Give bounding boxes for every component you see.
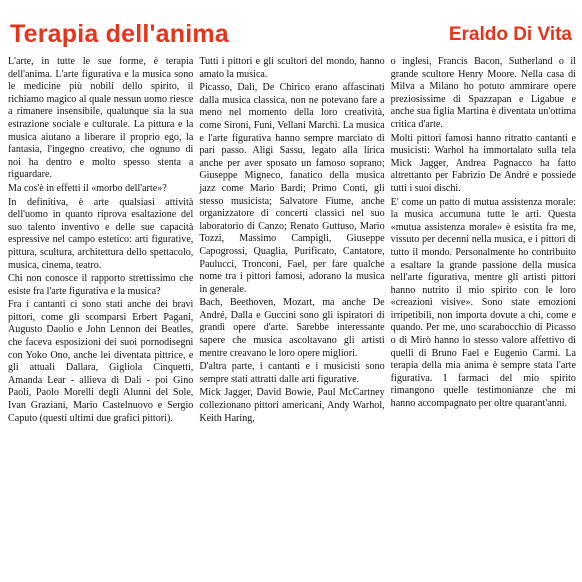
column-2 [199, 56, 384, 578]
paragraph: o inglesi, Francis Bacon, Sutherland o il grande scultore Henry Moore. Nella casa di Milva a Milano ho potuto ammirare opere preziosissime di Spazzapan e Ligabue e anche sua figlia Martina è diventata un'ottima critica d'arte. [390, 56, 576, 130]
article-header [0, 0, 582, 52]
paragraph: Chi non conosce il rapporto strettissimo che esiste fra l'arte figurativa e la musica? [8, 273, 194, 297]
paragraph: Mick Jagger, David Bowie, Paul McCartney collezionano pittori americani, Andy Warhol, Keith Haring, [199, 387, 385, 424]
article-body [8, 56, 576, 578]
column-1 [8, 56, 193, 578]
paragraph: Picasso, Dalì, De Chirico erano affascinati dalla musica classica, non ne potevano fare a meno nel momento della loro creatività, come Sironi, Funi, Vellani Marchi. La musica e l'arte figurativa hanno sempre marciato di pari passo. Aligi Sassu, legato alla lirica anche per aver sposato un famoso soprano; Giuseppe Migneco, fanatico della musica jazz come Mario Bardi; Primo Conti, gli stesso musicista; Salvatore Fiume, anche organizzatore di concerti classici nel suo laboratorio di Canzo; Renato Guttuso, Mario Tozzi, Massimo Campigli, Giuseppe Capogrossi, Quaglia, Purificato, Cantatore, Paulucci, Tronconi, Fael, per fare qualche nome tra i pittori famosi, adorano la musica in generale. [199, 82, 385, 295]
paragraph: Fra i cantanti ci sono stati anche dei bravi pittori, come gli scomparsi Erbert Pagani, Augusto Daolio e John Lennon dei Beatles, che faceva esposizioni dei suoi pornodisegni con Yoko Ono, anche lei diventata pittrice, e gli attuali Dallara, Gigliola Cinquetti, Amanda Lear - allieva di Dalì - poi Gino Paoli, Paolo Morelli degli Alunni del Sole, Ivan Graziani, Mario Castelnuovo e Sergio Caputo (questi ultimi due grafici pittori). [8, 299, 194, 424]
paragraph: Tutti i pittori e gli scultori del mondo, hanno amato la musica. [199, 56, 385, 80]
paragraph: In definitiva, è arte qualsiasi attività dell'uomo in quanto riprova esaltazione del suo talento inventivo e delle sue capacità espressive nel campo estetico: arti figurative, pittura, scultura, architettura dello spettacolo, musica, cinema, teatro. [8, 196, 194, 271]
paragraph: Ma cos'è in effetti il «morbo dell'arte»? [8, 182, 167, 194]
paragraph: E' come un patto di mutua assistenza morale: la musica accumuna tutte le arti. Questa «mutua assistenza morale» è esistita fra me, vissuto per decenni nella musica, e i pittori di tutto il mondo. Personalmente ho contribuito a esaltare la grande passione della musica nell'arte figurativa, mentre gli artisti pittori hanno nutrito il mio spirito con le loro «creazioni visive». Sono state emozioni irripetibili, non importa dovute a chi, come e quando. Per me, uno scarabocchio di Picasso o di Mirò hanno lo stesso valore affettivo di quelli di Bruno Fael e Eugenio Carmi. La terapia della mia anima è sempre stata l'arte figurativa. I farmaci del mio spirito rimangono quelle testimonianze che mi hanno accompagnato per oltre quarant'anni. [390, 196, 576, 410]
paragraph: Molti pittori famosi hanno ritratto cantanti e musicisti: Warhol ha immortalato sulla tela Mick Jagger, Andrea Pagnacco ha fatto altrettanto per Fabrizio De André e possiede tutti i suoi dischi. [390, 132, 576, 194]
paragraph: Bach, Beethoven, Mozart, ma anche De André, Dalla e Guccini sono gli ispiratori di grandi opere d'arte. Sarebbe interessante sapere che musica ascoltavano gli artisti mentre creavano le loro opere migliori. [199, 297, 385, 359]
article-author: Eraldo Di Vita [448, 24, 572, 45]
article-title: Terapia dell'anima [10, 20, 229, 48]
column-3 [391, 56, 576, 578]
paragraph: D'altra parte, i cantanti e i musicisti sono sempre stati attratti dalle arti figurative. [199, 361, 385, 385]
paragraph: L'arte, in tutte le sue forme, è terapia dell'anima. L'arte figurativa e la musica sono le medicine più nobili dello spirito, il richiamo magico al quale nessun uomo riesce a rimanere insensibile, qualunque sia la sua estrazione sociale e culturale. La pittura e la musica aiutano a liberare il proprio ego, la fantasia, l'ingegno creativo, che ognuno di noi ha dentro e molto spesso stenta a riguardare. [8, 56, 194, 181]
